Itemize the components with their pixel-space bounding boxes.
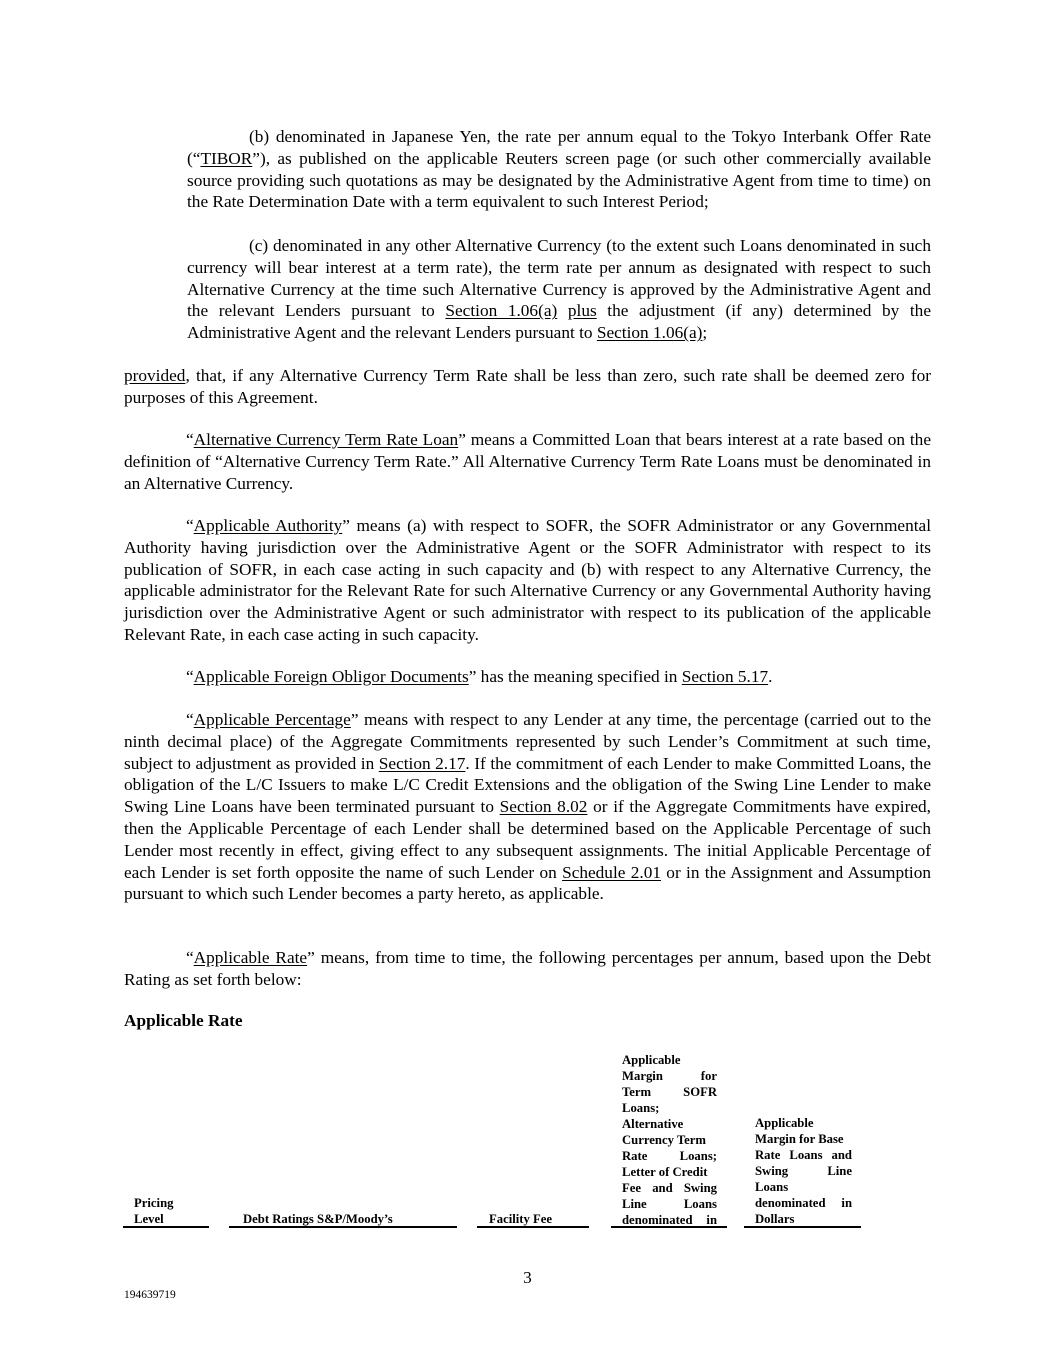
schedule-ref: Schedule 2.01 xyxy=(562,862,661,882)
proviso-paragraph: provided, that, if any Alternative Currency Term Rate shall be less than zero, such rate shall be deemed zero for purposes of this Agreement. xyxy=(124,366,931,407)
column-rule xyxy=(611,1226,727,1228)
column-rule xyxy=(229,1226,457,1228)
definition-applicable-percentage: “Applicable Percentage” means with respect to any Lender at any time, the percentage (carried out to the ninth decimal place) of the Aggregate Commitments represented by such Lender’s Commitment at such time, subject to adjustment as provided in Section 2.17. If the commitment of each Lender to make Committed Loans, the obligation of the L/C Issuers to make L/C Credit Extensions and the obligation of the Swing Line Lender to make Swing Line Loans have been terminated pursuant to Section 8.02 or if the Aggregate Commitments have expired, then the Applicable Percentage of each Lender shall be determined based on the Applicable Percentage of such Lender most recently in effect, giving effect to any subsequent assignments. The initial Applicable Percentage of each Lender is set forth opposite the name of such Lender on Schedule 2.01 or in the Assignment and Assumption pursuant to which such Lender becomes a party hereto, as applicable. xyxy=(124,710,932,904)
defined-term: Alternative Currency Term Rate Loan xyxy=(193,430,459,449)
definition-alt-currency-term-rate-loan: “Alternative Currency Term Rate Loan” means a Committed Loan that bears interest at a rate based on the definition of “Alternative Currency Term Rate.” All Alternative Currency Term Rate Loans must be denominated in an Alternative Currency. xyxy=(124,430,931,493)
defined-term: Applicable Foreign Obligor Documents xyxy=(193,667,469,686)
section-ref: Section 5.17 xyxy=(681,667,769,686)
definition-applicable-foreign-obligor-documents: “Applicable Foreign Obligor Documents” has the meaning specified in Section 5.17. xyxy=(186,667,773,686)
plus-term: plus xyxy=(567,301,597,321)
column-rule xyxy=(477,1226,589,1228)
provided-term: provided xyxy=(124,366,186,385)
definition-applicable-rate: “Applicable Rate” means, from time to time, the following percentages per annum, based upon the Debt Rating as set forth below: xyxy=(124,948,931,989)
column-header-pricing-level: Pricing Level xyxy=(134,1196,174,1226)
column-header-debt-ratings: Debt Ratings S&P/Moody’s xyxy=(243,1212,393,1226)
section-ref: Section 1.06(a) xyxy=(596,323,703,343)
definition-applicable-authority: “Applicable Authority” means (a) with respect to SOFR, the SOFR Administrator or any Governmental Authority having jurisdiction over the Administrative Agent or the SOFR Administrator with respect to its publication of SOFR, in each case acting in such capacity and (b) with respect to any Alternative Currency, the applicable administrator for the Relevant Rate for such Alternative Currency or any Governmental Authority having jurisdiction over the Administrative Agent or such administrator with respect to its publication of the applicable Relevant Rate, in each case acting in such capacity. xyxy=(124,516,931,644)
document-id: 194639719 xyxy=(124,1289,176,1301)
column-header-margin-term-sofr: Applicable Margin for Term SOFR Loans; Alternative Currency Term Rate Loans; Letter of Credit Fee and Swing Line Loans denominated in xyxy=(622,1053,717,1227)
defined-term: Applicable Rate xyxy=(193,948,308,967)
column-header-facility-fee: Facility Fee xyxy=(489,1212,553,1226)
column-header-margin-base-rate: Applicable Margin for Base Rate Loans and Swing Line Loans denominated in Dollars xyxy=(755,1116,852,1226)
defined-term: Applicable Percentage xyxy=(193,710,351,729)
table-heading: Applicable Rate xyxy=(124,1011,243,1030)
defined-term: Applicable Authority xyxy=(193,516,343,535)
defined-term-tibor: TIBOR xyxy=(200,148,253,168)
page-number: 3 xyxy=(523,1268,532,1287)
section-ref: Section 2.17 xyxy=(378,753,466,773)
paragraph-b: (b) denominated in Japanese Yen, the rate per annum equal to the Tokyo Interbank Offer Rate (“TIBOR”), as published on the applicable Reuters screen page (or such other commercially available source providing such quotations as may be designated by the Administrative Agent from time to time) on the Rate Determination Date with a term equivalent to such Interest Period; xyxy=(187,127,931,212)
paragraph-c: (c) denominated in any other Alternative Currency (to the extent such Loans denominated in such currency will bear interest at a term rate), the term rate per annum as designated with respect to such Alternative Currency at the time such Alternative Currency is approved by the Administrative Agent and the relevant Lenders pursuant to Section 1.06(a) plus the adjustment (if any) determined by the Administrative Agent and the relevant Lenders pursuant to Section 1.06(a); xyxy=(187,236,931,343)
section-ref: Section 8.02 xyxy=(499,797,588,817)
section-ref: Section 1.06(a) xyxy=(445,301,558,321)
column-rule xyxy=(123,1226,209,1228)
column-rule xyxy=(744,1226,861,1228)
